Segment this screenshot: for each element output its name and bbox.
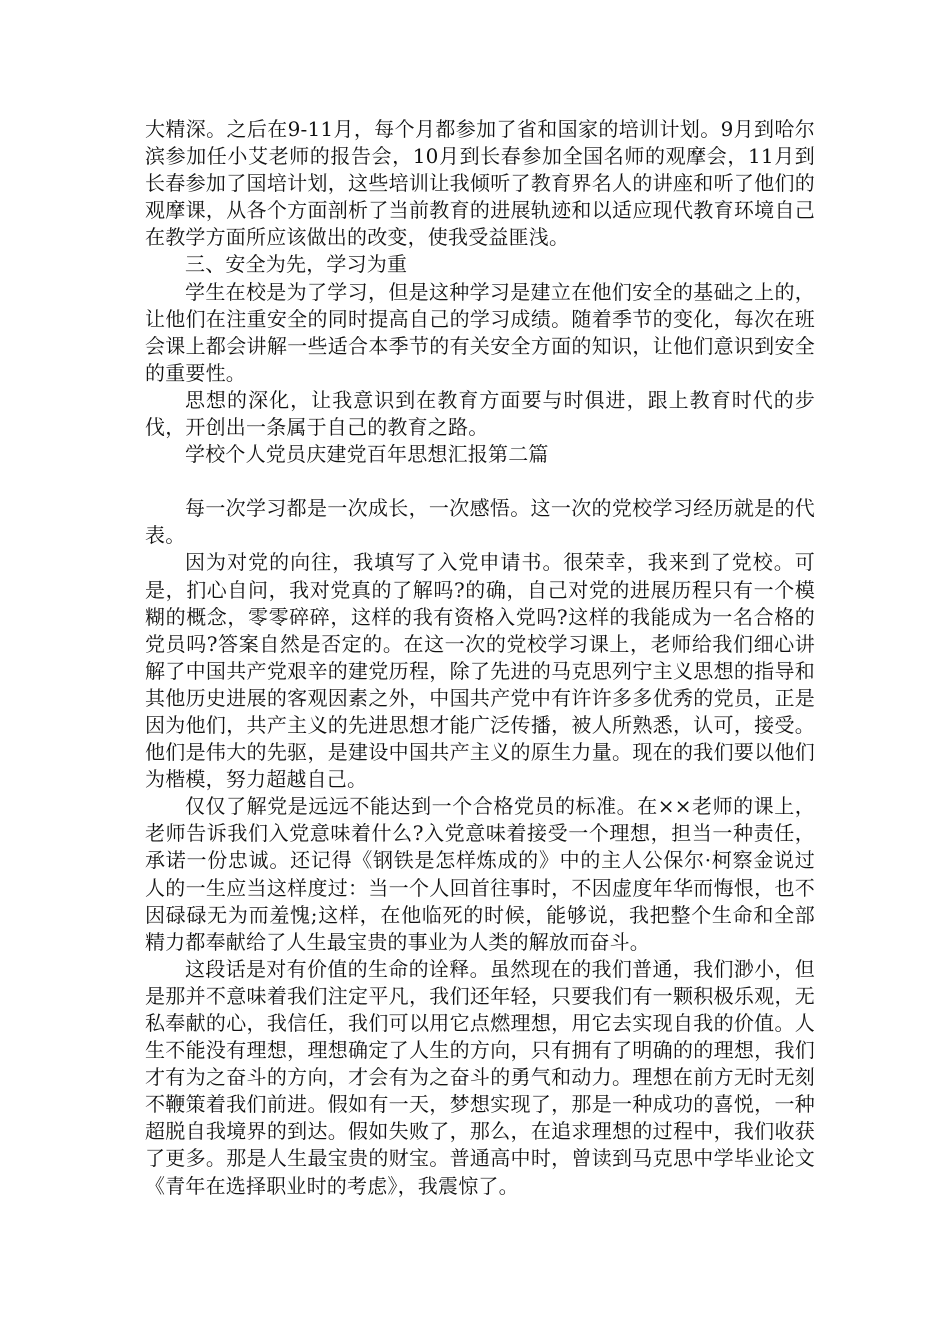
section-heading-safety: 三、安全为先，学习为重 — [185, 252, 408, 277]
paragraph-safety: 学生在校是为了学习，但是这种学习是建立在他们安全的基础之上的，让他们在注重安全的同时提高自己的学习成绩。随着季节的变化，每次在班会课上都会讲解一些适合本季节的有关安全方面的知识，让他们意识到安全的重要性。 — [145, 279, 815, 385]
blank-line — [145, 468, 815, 495]
paragraph-ideals: 这段话是对有价值的生命的诠释。虽然现在的我们普通，我们渺小，但是那并不意味着我们注定平凡，我们还年轻，只要我们有一颗积极乐观，无私奉献的心，我信任，我们可以用它点燃理想，用它去实现自我的价值。人生不能没有理想，理想确定了人生的方向，只有拥有了明确的的理想，我们才有为之奋斗的方向，才会有为之奋斗的勇气和动力。理想在前方无时无刻不鞭策着我们前进。假如有一天，梦想实现了，那是一种成功的喜悦，一种超脱自我境界的到达。假如失败了，那么，在追求理想的过程中，我们收获了更多。那是人生最宝贵的财宝。普通高中时，曾读到马克思中学毕业论文《青年在选择职业时的考虑》，我震惊了。 — [145, 956, 815, 1198]
article-title-second: 学校个人党员庆建党百年思想汇报第二篇 — [185, 442, 549, 467]
paragraph-intro: 每一次学习都是一次成长，一次感悟。这一次的党校学习经历就是的代表。 — [145, 496, 815, 548]
paragraph-reflection: 思想的深化，让我意识到在教育方面要与时俱进，跟上教育时代的步伐，开创出一条属于自己的教育之路。 — [145, 387, 815, 440]
paragraph-party-history: 因为对党的向往，我填写了入党申请书。很荣幸，我来到了党校。可是，扪心自问，我对党真的了解吗?的确，自己对党的进展历程只有一个模糊的概念，零零碎碎，这样的我有资格入党吗?这样的我能成为一名合格的党员吗?答案自然是否定的。在这一次的党校学习课上，老师给我们细心讲解了中国共产党艰辛的建党历程，除了先进的马克思列宁主义思想的指导和其他历史进展的客观因素之外，中国共产党中有许许多多优秀的党员，正是因为他们，共产主义的先进思想才能广泛传播，被人所熟悉，认可，接受。他们是伟大的先驱，是建设中国共产主义的原生力量。现在的我们要以他们为楷模，努力超越自己。 — [145, 550, 815, 792]
paragraph-party-standard: 仅仅了解党是远远不能达到一个合格党员的标准。在××老师的课上，老师告诉我们入党意味着什么?入党意味着接受一个理想，担当一种责任，承诺一份忠诚。还记得《钢铁是怎样炼成的》中的主人公保尔·柯察金说过人的一生应当这样度过：当一个人回首往事时，不因虚度年华而悔恨，也不因碌碌无为而羞愧;这样，在他临死的时候，能够说，我把整个生命和全部精力都奉献给了人生最宝贵的事业为人类的解放而奋斗。 — [145, 794, 815, 954]
document-body — [145, 116, 815, 1200]
paragraph-continuation: 大精深。之后在9-11月，每个月都参加了省和国家的培训计划。9月到哈尔滨参加任小艾老师的报告会，10月到长春参加全国名师的观摩会，11月到长春参加了国培计划，这些培训让我倾听了教育界名人的讲座和听了他们的观摩课，从各个方面剖析了当前教育的进展轨迹和以适应现代教育环境自己在教学方面所应该做出的改变，使我受益匪浅。 — [145, 117, 815, 250]
